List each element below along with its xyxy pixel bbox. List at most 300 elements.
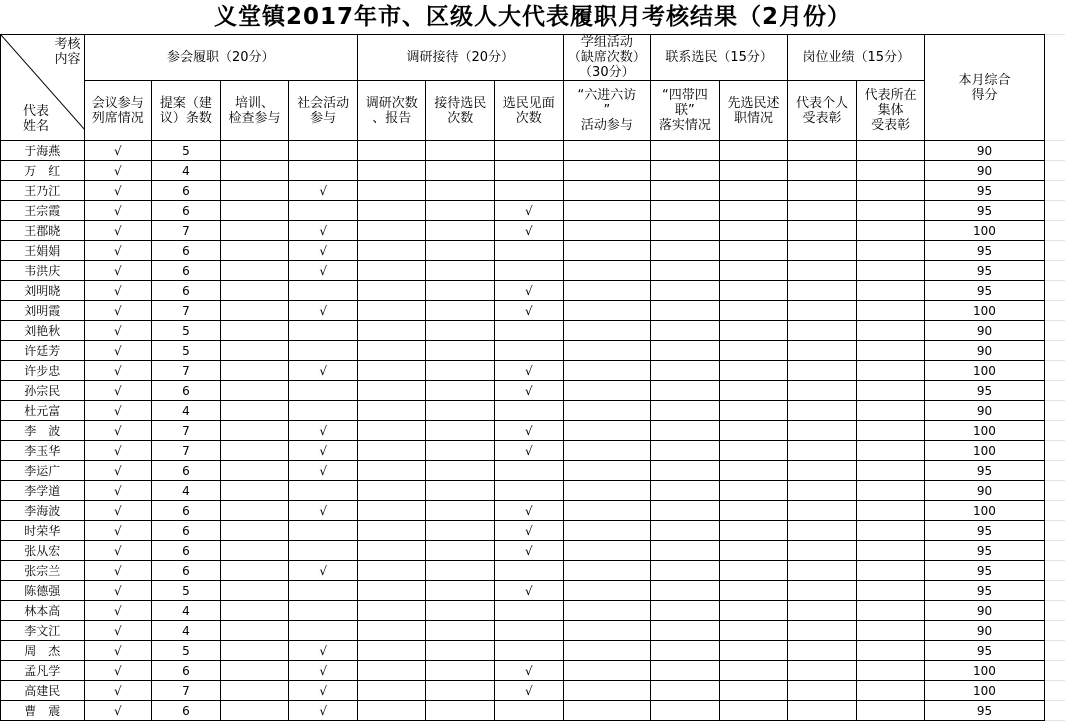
score-cell-six-visits-activity: [563, 441, 651, 461]
score-cell-voter-reception: [426, 521, 495, 541]
score-cell-social-activities: √: [289, 561, 358, 581]
score-cell-voter-meetings: [495, 141, 564, 161]
score-cell-four-links-implementation: [651, 301, 720, 321]
total-score-cell: 90: [925, 141, 1044, 161]
representative-name: 孟凡学: [1, 661, 85, 681]
score-cell-report-to-voters: [719, 401, 788, 421]
score-cell-social-activities: √: [289, 361, 358, 381]
score-cell-individual-award: [788, 241, 857, 261]
score-cell-collective-award: [856, 481, 925, 501]
score-cell-voter-meetings: [495, 261, 564, 281]
score-cell-research-reports: [357, 401, 426, 421]
score-cell-training-inspection: [220, 361, 289, 381]
score-cell-voter-reception: [426, 581, 495, 601]
score-cell-four-links-implementation: [651, 421, 720, 441]
score-cell-report-to-voters: [719, 581, 788, 601]
score-cell-six-visits-activity: [563, 481, 651, 501]
representative-name: 刘明霞: [1, 301, 85, 321]
score-cell-proposals-count: 5: [152, 141, 221, 161]
score-cell-voter-meetings: [495, 341, 564, 361]
score-cell-voter-meetings: √: [495, 441, 564, 461]
score-cell-collective-award: [856, 301, 925, 321]
total-score-cell: 90: [925, 341, 1044, 361]
score-cell-training-inspection: [220, 221, 289, 241]
representative-name: 许廷芳: [1, 341, 85, 361]
score-cell-proposals-count: 5: [152, 321, 221, 341]
score-cell-research-reports: [357, 701, 426, 721]
table-row: [1, 561, 1065, 581]
subheader-social-activities: 社会活动 参与: [289, 81, 358, 141]
score-cell-report-to-voters: [719, 241, 788, 261]
score-cell-six-visits-activity: [563, 401, 651, 421]
corner-label-name: [23, 104, 49, 134]
score-cell-social-activities: √: [289, 701, 358, 721]
score-cell-voter-meetings: [495, 481, 564, 501]
score-cell-research-reports: [357, 141, 426, 161]
score-cell-training-inspection: [220, 321, 289, 341]
empty-cell: [1044, 441, 1065, 461]
total-score-cell: 100: [925, 681, 1044, 701]
group-header-research: 调研接待（20分）: [357, 35, 563, 81]
empty-cell: [1044, 521, 1065, 541]
score-cell-report-to-voters: [719, 321, 788, 341]
table-row: [1, 681, 1065, 701]
score-cell-individual-award: [788, 701, 857, 721]
score-cell-six-visits-activity: [563, 141, 651, 161]
score-cell-four-links-implementation: [651, 641, 720, 661]
score-cell-training-inspection: [220, 521, 289, 541]
representative-name: 王郡晓: [1, 221, 85, 241]
score-cell-report-to-voters: [719, 441, 788, 461]
empty-cell: [1044, 181, 1065, 201]
score-cell-research-reports: [357, 281, 426, 301]
score-cell-voter-reception: [426, 141, 495, 161]
score-cell-voter-meetings: [495, 461, 564, 481]
score-cell-meeting-attendance: √: [84, 681, 152, 701]
score-cell-training-inspection: [220, 561, 289, 581]
total-score-cell: 100: [925, 221, 1044, 241]
total-score-cell: 95: [925, 541, 1044, 561]
score-cell-research-reports: [357, 201, 426, 221]
representative-name: 王娟娟: [1, 241, 85, 261]
representative-name: 刘艳秋: [1, 321, 85, 341]
table-row: [1, 461, 1065, 481]
empty-cell: [1044, 381, 1065, 401]
score-cell-collective-award: [856, 701, 925, 721]
score-cell-proposals-count: 5: [152, 581, 221, 601]
score-cell-social-activities: √: [289, 181, 358, 201]
score-cell-research-reports: [357, 581, 426, 601]
table-row: [1, 241, 1065, 261]
score-cell-research-reports: [357, 561, 426, 581]
total-score-cell: 95: [925, 181, 1044, 201]
score-cell-collective-award: [856, 321, 925, 341]
score-cell-training-inspection: [220, 501, 289, 521]
representative-name: 李海波: [1, 501, 85, 521]
total-score-cell: 95: [925, 461, 1044, 481]
score-cell-voter-reception: [426, 201, 495, 221]
assessment-table: [0, 34, 1065, 721]
score-cell-meeting-attendance: √: [84, 381, 152, 401]
score-cell-six-visits-activity: [563, 241, 651, 261]
score-cell-meeting-attendance: √: [84, 521, 152, 541]
table-row: [1, 361, 1065, 381]
score-cell-voter-meetings: √: [495, 281, 564, 301]
score-cell-meeting-attendance: √: [84, 541, 152, 561]
representative-name: 王宗霞: [1, 201, 85, 221]
score-cell-voter-meetings: √: [495, 661, 564, 681]
score-cell-social-activities: √: [289, 241, 358, 261]
score-cell-report-to-voters: [719, 461, 788, 481]
score-cell-proposals-count: 7: [152, 361, 221, 381]
score-cell-report-to-voters: [719, 481, 788, 501]
score-cell-individual-award: [788, 661, 857, 681]
table-row: [1, 341, 1065, 361]
corner-label-content: [55, 37, 81, 67]
total-score-cell: 90: [925, 481, 1044, 501]
score-cell-research-reports: [357, 361, 426, 381]
score-cell-four-links-implementation: [651, 581, 720, 601]
table-row: [1, 281, 1065, 301]
score-cell-voter-meetings: [495, 181, 564, 201]
score-cell-meeting-attendance: √: [84, 561, 152, 581]
table-row: [1, 261, 1065, 281]
table-row: [1, 181, 1065, 201]
table-row: [1, 201, 1065, 221]
score-cell-training-inspection: [220, 701, 289, 721]
subheader-report-to-voters: 先选民述 职情况: [719, 81, 788, 141]
score-cell-four-links-implementation: [651, 501, 720, 521]
representative-name: 杜元富: [1, 401, 85, 421]
score-cell-collective-award: [856, 201, 925, 221]
empty-cell: [1044, 581, 1065, 601]
score-cell-meeting-attendance: √: [84, 281, 152, 301]
score-cell-voter-meetings: [495, 321, 564, 341]
total-score-cell: 95: [925, 281, 1044, 301]
representative-name: 李 波: [1, 421, 85, 441]
subheader-proposals-count: 提案（建 议）条数: [152, 81, 221, 141]
score-cell-meeting-attendance: √: [84, 181, 152, 201]
score-cell-meeting-attendance: √: [84, 661, 152, 681]
score-cell-six-visits-activity: [563, 381, 651, 401]
score-cell-research-reports: [357, 541, 426, 561]
score-cell-four-links-implementation: [651, 241, 720, 261]
score-cell-collective-award: [856, 161, 925, 181]
score-cell-individual-award: [788, 321, 857, 341]
score-cell-voter-meetings: √: [495, 381, 564, 401]
representative-name: 张从宏: [1, 541, 85, 561]
score-cell-training-inspection: [220, 601, 289, 621]
score-cell-individual-award: [788, 521, 857, 541]
score-cell-social-activities: √: [289, 421, 358, 441]
score-cell-voter-reception: [426, 241, 495, 261]
score-cell-individual-award: [788, 161, 857, 181]
empty-cell: [1044, 701, 1065, 721]
score-cell-training-inspection: [220, 201, 289, 221]
score-cell-social-activities: [289, 381, 358, 401]
score-cell-research-reports: [357, 161, 426, 181]
score-cell-training-inspection: [220, 241, 289, 261]
empty-cell: [1044, 321, 1065, 341]
table-row: [1, 501, 1065, 521]
score-cell-social-activities: [289, 601, 358, 621]
group-header-performance: 岗位业绩（15分）: [788, 35, 925, 81]
empty-cell: [1044, 501, 1065, 521]
score-cell-meeting-attendance: √: [84, 581, 152, 601]
empty-cell: [1044, 201, 1065, 221]
score-cell-social-activities: [289, 621, 358, 641]
score-cell-training-inspection: [220, 541, 289, 561]
score-cell-six-visits-activity: [563, 221, 651, 241]
score-cell-individual-award: [788, 601, 857, 621]
score-cell-individual-award: [788, 341, 857, 361]
score-cell-individual-award: [788, 421, 857, 441]
empty-cell: [1044, 461, 1065, 481]
score-cell-research-reports: [357, 261, 426, 281]
header-total-line1: 本月综合: [925, 73, 1043, 88]
score-cell-voter-reception: [426, 501, 495, 521]
score-cell-meeting-attendance: √: [84, 341, 152, 361]
empty-cell: [1044, 241, 1065, 261]
score-cell-proposals-count: 6: [152, 381, 221, 401]
score-cell-social-activities: [289, 141, 358, 161]
score-cell-social-activities: √: [289, 441, 358, 461]
score-cell-social-activities: [289, 481, 358, 501]
group-header-study: [563, 35, 651, 81]
total-score-cell: 90: [925, 401, 1044, 421]
total-score-cell: 90: [925, 601, 1044, 621]
group-header-study-line2: （缺席次数）: [564, 50, 651, 65]
total-score-cell: 100: [925, 301, 1044, 321]
score-cell-six-visits-activity: [563, 281, 651, 301]
score-cell-collective-award: [856, 441, 925, 461]
score-cell-six-visits-activity: [563, 521, 651, 541]
score-cell-report-to-voters: [719, 221, 788, 241]
score-cell-six-visits-activity: [563, 361, 651, 381]
score-cell-social-activities: [289, 281, 358, 301]
score-cell-report-to-voters: [719, 641, 788, 661]
score-cell-voter-reception: [426, 461, 495, 481]
score-cell-four-links-implementation: [651, 341, 720, 361]
header-total-line2: 得分: [925, 88, 1043, 103]
score-cell-proposals-count: 4: [152, 601, 221, 621]
score-cell-voter-reception: [426, 641, 495, 661]
score-cell-voter-meetings: [495, 401, 564, 421]
empty-cell: [1044, 281, 1065, 301]
score-cell-proposals-count: 7: [152, 301, 221, 321]
corner-label-name-line1: 代表: [23, 104, 49, 119]
score-cell-individual-award: [788, 581, 857, 601]
group-header-study-line3: （30分）: [564, 65, 651, 80]
score-cell-social-activities: √: [289, 461, 358, 481]
table-row: [1, 661, 1065, 681]
score-cell-proposals-count: 6: [152, 521, 221, 541]
table-row: [1, 601, 1065, 621]
score-cell-voter-reception: [426, 401, 495, 421]
score-cell-social-activities: [289, 341, 358, 361]
score-cell-individual-award: [788, 141, 857, 161]
score-cell-proposals-count: 7: [152, 421, 221, 441]
score-cell-six-visits-activity: [563, 561, 651, 581]
score-cell-meeting-attendance: √: [84, 361, 152, 381]
score-cell-six-visits-activity: [563, 181, 651, 201]
table-row: [1, 701, 1065, 721]
score-cell-four-links-implementation: [651, 481, 720, 501]
score-cell-voter-reception: [426, 481, 495, 501]
score-cell-report-to-voters: [719, 421, 788, 441]
score-cell-individual-award: [788, 201, 857, 221]
representative-name: 李玉华: [1, 441, 85, 461]
score-cell-social-activities: [289, 321, 358, 341]
score-cell-collective-award: [856, 241, 925, 261]
total-score-cell: 100: [925, 441, 1044, 461]
empty-cell: [1044, 601, 1065, 621]
subheader-individual-award: 代表个人 受表彰: [788, 81, 857, 141]
score-cell-social-activities: [289, 201, 358, 221]
total-score-cell: 90: [925, 321, 1044, 341]
score-cell-voter-reception: [426, 561, 495, 581]
score-cell-proposals-count: 6: [152, 201, 221, 221]
header-total-score: [925, 35, 1044, 141]
score-cell-voter-reception: [426, 341, 495, 361]
table-row: [1, 421, 1065, 441]
score-cell-collective-award: [856, 581, 925, 601]
score-cell-meeting-attendance: √: [84, 141, 152, 161]
score-cell-voter-reception: [426, 621, 495, 641]
score-cell-voter-reception: [426, 381, 495, 401]
score-cell-research-reports: [357, 601, 426, 621]
empty-cell: [1044, 661, 1065, 681]
subheader-voter-meetings: 选民见面 次数: [495, 81, 564, 141]
score-cell-individual-award: [788, 181, 857, 201]
score-cell-voter-meetings: √: [495, 221, 564, 241]
score-cell-four-links-implementation: [651, 601, 720, 621]
empty-cell: [1044, 261, 1065, 281]
score-cell-voter-reception: [426, 541, 495, 561]
score-cell-report-to-voters: [719, 261, 788, 281]
score-cell-research-reports: [357, 181, 426, 201]
score-cell-meeting-attendance: √: [84, 201, 152, 221]
total-score-cell: 95: [925, 521, 1044, 541]
score-cell-six-visits-activity: [563, 261, 651, 281]
score-cell-proposals-count: 6: [152, 501, 221, 521]
score-cell-meeting-attendance: √: [84, 461, 152, 481]
score-cell-meeting-attendance: √: [84, 161, 152, 181]
score-cell-four-links-implementation: [651, 321, 720, 341]
score-cell-meeting-attendance: √: [84, 241, 152, 261]
score-cell-research-reports: [357, 421, 426, 441]
empty-cell: [1044, 341, 1065, 361]
score-cell-training-inspection: [220, 681, 289, 701]
subheader-six-visits-activity: “六进六访 ” 活动参与: [563, 81, 651, 141]
group-header-voters: 联系选民（15分）: [651, 35, 788, 81]
score-cell-research-reports: [357, 641, 426, 661]
score-cell-six-visits-activity: [563, 661, 651, 681]
representative-name: 曹 震: [1, 701, 85, 721]
total-score-cell: 90: [925, 161, 1044, 181]
empty-cell: [1044, 481, 1065, 501]
table-row: [1, 301, 1065, 321]
score-cell-proposals-count: 6: [152, 241, 221, 261]
score-cell-training-inspection: [220, 141, 289, 161]
total-score-cell: 95: [925, 581, 1044, 601]
score-cell-voter-meetings: √: [495, 681, 564, 701]
representative-name: 张宗兰: [1, 561, 85, 581]
score-cell-four-links-implementation: [651, 221, 720, 241]
score-cell-training-inspection: [220, 661, 289, 681]
score-cell-voter-reception: [426, 441, 495, 461]
empty-cell: [1044, 621, 1065, 641]
score-cell-four-links-implementation: [651, 681, 720, 701]
score-cell-six-visits-activity: [563, 541, 651, 561]
table-row: [1, 161, 1065, 181]
score-cell-research-reports: [357, 221, 426, 241]
empty-cell: [1044, 541, 1065, 561]
score-cell-research-reports: [357, 341, 426, 361]
score-cell-individual-award: [788, 681, 857, 701]
score-cell-training-inspection: [220, 301, 289, 321]
score-cell-research-reports: [357, 301, 426, 321]
score-cell-four-links-implementation: [651, 401, 720, 421]
score-cell-research-reports: [357, 381, 426, 401]
score-cell-individual-award: [788, 501, 857, 521]
score-cell-voter-meetings: √: [495, 521, 564, 541]
score-cell-meeting-attendance: √: [84, 701, 152, 721]
score-cell-voter-meetings: [495, 561, 564, 581]
score-cell-training-inspection: [220, 161, 289, 181]
score-cell-training-inspection: [220, 461, 289, 481]
header-corner-cell: [1, 35, 85, 141]
score-cell-four-links-implementation: [651, 201, 720, 221]
score-cell-voter-meetings: √: [495, 301, 564, 321]
score-cell-training-inspection: [220, 281, 289, 301]
score-cell-four-links-implementation: [651, 521, 720, 541]
total-score-cell: 100: [925, 361, 1044, 381]
score-cell-report-to-voters: [719, 281, 788, 301]
subheader-research-reports: 调研次数 、报告: [357, 81, 426, 141]
score-cell-collective-award: [856, 621, 925, 641]
total-score-cell: 95: [925, 641, 1044, 661]
empty-cell: [1044, 141, 1065, 161]
score-cell-training-inspection: [220, 441, 289, 461]
score-cell-research-reports: [357, 241, 426, 261]
assessment-table-area: [0, 34, 1065, 712]
score-cell-voter-meetings: √: [495, 501, 564, 521]
score-cell-proposals-count: 6: [152, 181, 221, 201]
score-cell-voter-reception: [426, 681, 495, 701]
score-cell-collective-award: [856, 501, 925, 521]
score-cell-voter-reception: [426, 181, 495, 201]
corner-label-content-line2: 内容: [55, 52, 81, 67]
score-cell-six-visits-activity: [563, 621, 651, 641]
score-cell-meeting-attendance: √: [84, 481, 152, 501]
score-cell-six-visits-activity: [563, 421, 651, 441]
score-cell-report-to-voters: [719, 601, 788, 621]
score-cell-meeting-attendance: √: [84, 261, 152, 281]
score-cell-proposals-count: 6: [152, 561, 221, 581]
score-cell-four-links-implementation: [651, 381, 720, 401]
score-cell-proposals-count: 6: [152, 281, 221, 301]
score-cell-training-inspection: [220, 421, 289, 441]
score-cell-research-reports: [357, 681, 426, 701]
score-cell-voter-meetings: √: [495, 541, 564, 561]
score-cell-voter-meetings: [495, 161, 564, 181]
score-cell-collective-award: [856, 381, 925, 401]
total-score-cell: 95: [925, 241, 1044, 261]
representative-name: 刘明晓: [1, 281, 85, 301]
score-cell-six-visits-activity: [563, 321, 651, 341]
table-row: [1, 321, 1065, 341]
